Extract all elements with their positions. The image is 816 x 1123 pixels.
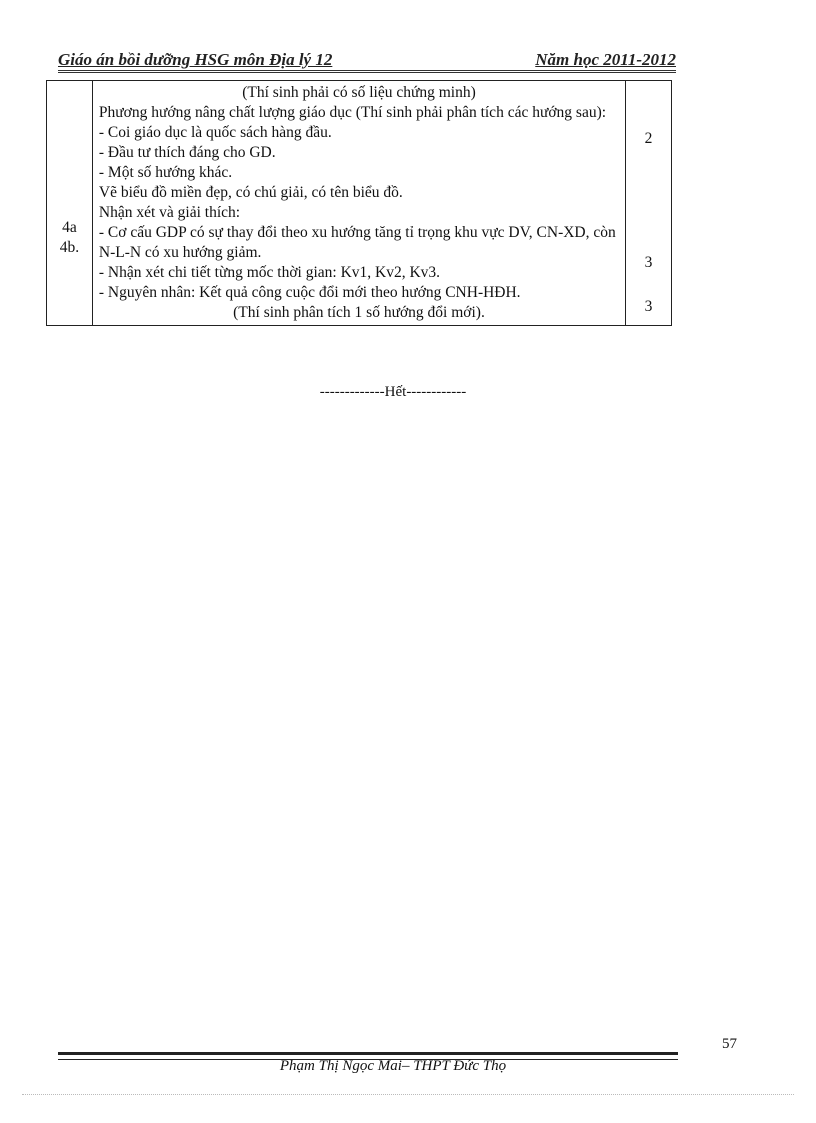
footer-author: Phạm Thị Ngọc Mai– THPT Đức Thọ <box>279 1058 507 1074</box>
header-school-year: Năm học 2011-2012 <box>535 50 676 69</box>
answer-line: - Nhận xét chi tiết từng mốc thời gian: Kv1, Kv2, Kv3. <box>98 264 441 281</box>
points-value: 2 <box>644 130 653 147</box>
points-value: 3 <box>644 254 653 271</box>
question-number-a: 4a <box>62 219 77 236</box>
page-header <box>58 50 676 72</box>
answer-line: - Đầu tư thích đáng cho GD. <box>98 144 276 161</box>
end-marker: -------------Hết------------ <box>319 384 467 400</box>
answer-line: Phương hướng nâng chất lượng giáo dục (Thí sinh phải phân tích các hướng sau): <box>98 104 607 121</box>
answer-line: - Coi giáo dục là quốc sách hàng đầu. <box>98 124 332 141</box>
page-number: 57 <box>722 1036 737 1052</box>
answer-line: Vẽ biểu đồ miền đẹp, có chú giải, có tên biểu đồ. <box>98 184 403 201</box>
table-row <box>47 81 672 326</box>
answer-content <box>92 81 625 326</box>
answer-line: - Nguyên nhân: Kết quả công cuộc đổi mới theo hướng CNH-HĐH. <box>98 284 521 301</box>
answer-line: (Thí sinh phân tích 1 số hướng đổi mới). <box>233 304 485 321</box>
question-number-b: 4b. <box>59 239 80 256</box>
answer-table <box>46 80 672 326</box>
page-edge-divider <box>22 1094 794 1095</box>
question-number-cell <box>47 81 93 326</box>
answer-line: (Thí sinh phải có số liệu chứng minh) <box>242 84 476 101</box>
header-title: Giáo án bồi dưỡng HSG môn Địa lý 12 <box>58 50 333 69</box>
points-value: 3 <box>644 298 653 315</box>
answer-line: - Cơ cấu GDP có sự thay đổi theo xu hướng tăng tỉ trọng khu vực DV, CN-XD, còn N-L-N có xu hướng giảm. <box>98 224 616 261</box>
points-cell <box>626 81 672 326</box>
answer-line: - Một số hướng khác. <box>98 164 233 181</box>
header-rule <box>58 70 676 73</box>
answer-line: Nhận xét và giải thích: <box>98 204 241 221</box>
